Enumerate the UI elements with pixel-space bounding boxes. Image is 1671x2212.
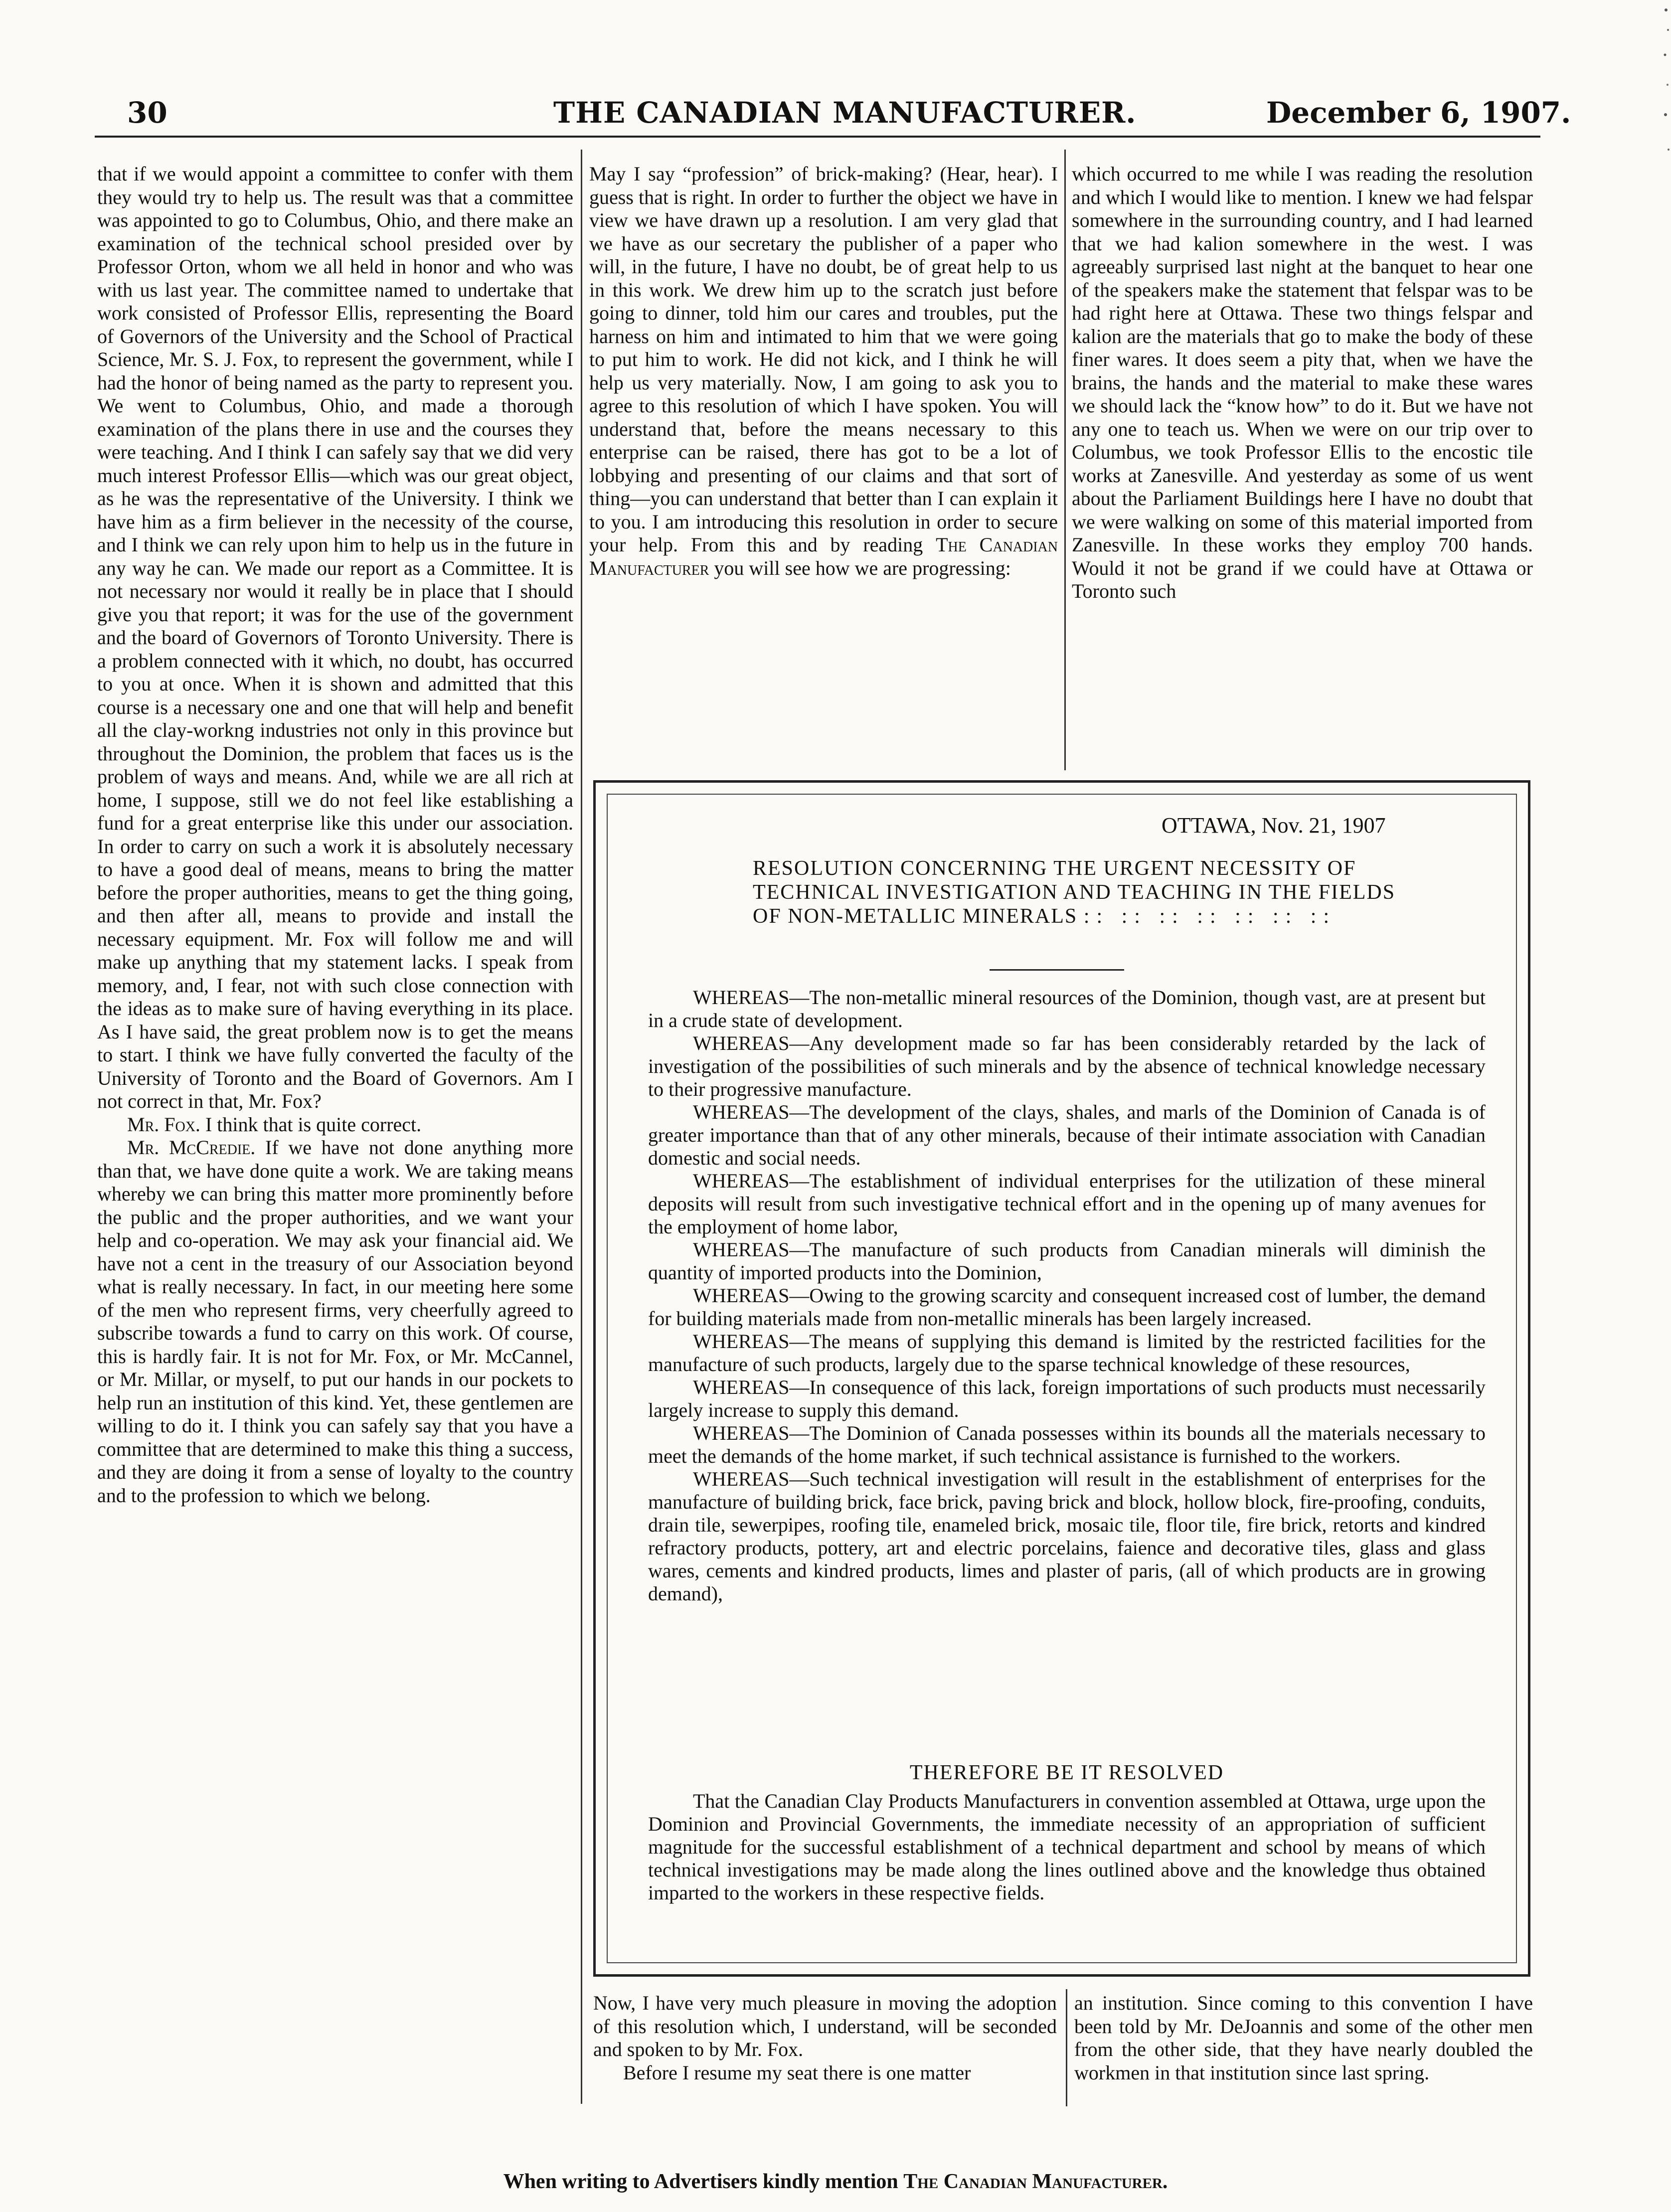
footer-prefix: When writing to Advertisers kindly mention (503, 2170, 898, 2193)
resolution-title-rule (990, 969, 1124, 971)
column-2 (589, 163, 1058, 580)
therefore-heading: THEREFORE BE IT RESOLVED (909, 1761, 1224, 1784)
mccredie-speaker: Mr. McCredie. (127, 1136, 256, 1159)
resolution-title (753, 856, 1401, 928)
footer-publication: The Canadian Manufacturer. (903, 2170, 1168, 2193)
column-divider-2 (1064, 150, 1066, 770)
page-number: 30 (127, 96, 167, 130)
column-1-text: that if we would appoint a committee to confer with them they would try to help us. The result was that a committee was appointed to go to Columbus, Ohio, and there make an examination of the technical school presided over by Professor Orton, whom we all held in honor and who was with us last year. The committee named to undertake that work consisted of Professor Ellis, representing the Board of Governors of the University and the School of Practical Science, Mr. S. J. Fox, to represent the government, while I had the honor of being named as the party to represent you. We went to Columbus, Ohio, and made a thorough examination of the plans there in use and the courses they were teaching. And I think I can safely say that we did very much interest Professor Ellis—which was our great object, as he was the representative of the University. I think we have him as a firm believer in the necessity of the course, and I think we can rely upon him to help us in the future in any way he can. We made our report as a Committee. It is not necessary nor would it really be in place that I should give you that report; it was for the use of the government and the board of Governors of Toronto University. There is a problem connected with it which, no doubt, has occurred to you at once. When it is shown and admitted that this course is a necessary one and one that will help and benefit all the clay-workng industries not only in this province but throughout the Dominion, the problem that faces us is the problem of ways and means. And, while we are all rich at home, I suppose, still we do not feel like establishing a fund for a great enterprise like this under our association. In order to carry on such a work it is absolutely necessary to have a good deal of means, means to bring the matter before the proper authorities, means to get the thing going, and then after all, means to provide and install the necessary equipment. Mr. Fox will follow me and will make up anything that my statement lacks. I speak from memory, and, I fear, not with such close connection with the ideas as to make sure of having everything in its place. As I have said, the great problem now is to get the means to start. I think we have fully converted the faculty of the University of Toronto and the Board of Governors. Am I not correct in that, Mr. Fox? (97, 163, 573, 1112)
whereas-clauses (648, 986, 1486, 1605)
bottom-column-2-para-2: Before I resume my seat there is one matter (623, 2061, 971, 2084)
column-3 (1072, 163, 1533, 603)
bottom-column-2 (593, 1992, 1057, 2084)
bottom-column-3 (1074, 1992, 1533, 2084)
column-divider-1 (581, 150, 582, 2104)
footer-advert-note (0, 2170, 1671, 2194)
whereas-clause: WHEREAS—In consequence of this lack, foreign importations of such products must necessarily largely increase to supply this demand. (648, 1376, 1486, 1421)
whereas-clause: WHEREAS—Any development made so far has been considerably retarded by the lack of investigation of the possibilities of such minerals and by the absence of technical knowledge necessary to their progressive manufacture. (648, 1032, 1486, 1100)
whereas-clause: WHEREAS—The non-metallic mineral resources of the Dominion, though vast, are at present but in a crude state of development. (648, 986, 1486, 1031)
fox-reply: I think that is quite correct. (205, 1113, 422, 1136)
resolution-title-dots: :: :: :: :: :: :: :: (1083, 905, 1337, 928)
publication-title: THE CANADIAN MANUFACTURER. (553, 96, 1137, 130)
column-2-text (589, 163, 1058, 580)
column-2-publication: The Canadian Manufacturer (589, 533, 1058, 579)
resolution-date: OTTAWA, Nov. 21, 1907 (1162, 813, 1386, 838)
mccredie-text: If we have not done anything more than that, we have done quite a work. We are taking means whereby we can bring this matter more prominently before the public and the proper authorities, and we want your help and co-operation. We may ask your financial aid. We have not a cent in the treasury of our Association beyond what is really necessary. In fact, in our meeting here some of the men who represent firms, very cheerfully agreed to subscribe towards a fund to carry on this work. Of course, this is hardly fair. It is not for Mr. Fox, or Mr. McCannel, or Mr. Millar, or myself, to put our hands in our pockets to help run an institution of this kind. Yet, these gentlemen are willing to do it. I think you can safely say that you have a committee that are determined to make this thing a success, and they are doing it from a sense of loyalty to the country and to the profession to which we belong. (97, 1136, 574, 1507)
resolved-text: That the Canadian Clay Products Manufacturers in convention assembled at Ottawa, urge upon the Dominion and Provincial Governments, the immediate necessity of an appropriation of sufficient magnitude for the successful establishment of a technical department and school by means of which technical investigations may be made along the lines outlined above and the knowledge thus obtained imparted to the workers in these respective fields. (648, 1790, 1486, 1904)
issue-date: December 6, 1907. (1266, 96, 1571, 130)
resolution-title-text: RESOLUTION CONCERNING THE URGENT NECESSITY OF TECHNICAL INVESTIGATION AND TEACHING IN THE FIELDS OF NON-METALLIC MINERALS (753, 857, 1396, 928)
column-1 (97, 163, 573, 1507)
bottom-column-2-para-1: Now, I have very much pleasure in moving the adoption of this resolution which, I understand, will be seconded and spoken to by Mr. Fox. (593, 1992, 1057, 2060)
column-2-end: you will see how we are progressing: (714, 556, 1011, 579)
whereas-clause: WHEREAS—The manufacture of such products from Canadian minerals will diminish the quantity of imported products into the Dominion, (648, 1238, 1486, 1284)
column-2-body: May I say “profession” of brick-making? (Hear, hear). I guess that is right. In order to further the object we have in view we have drawn up a resolution. I am very glad that we have as our secretary the publisher of a paper who will, in the future, I have no doubt, be of great help to us in this work. We drew him up to the scratch just before going to dinner, told him our cares and troubles, put the harness on him and intimated to him that we were going to put him to work. He did not kick, and I think he will help us very materially. Now, I am going to ask you to agree to this resolution of which I have spoken. You will understand that, before the means necessary to this enterprise can be raised, there has got to be a lot of lobbying and presenting of our claims and that sort of thing—you can understand that better than I can explain it to you. I am introducing this resolution in order to secure your help. From this and by reading (589, 163, 1058, 556)
bottom-column-3-text: an institution. Since coming to this convention I have been told by Mr. DeJoannis and some of the other men from the other side, that they have nearly doubled the workmen in that institution since last spring. (1074, 1992, 1533, 2084)
column-divider-3 (1066, 1989, 1067, 2106)
whereas-clause: WHEREAS—The development of the clays, shales, and marls of the Dominion of Canada is of greater importance than that of any other minerals, because of their intimate association with Canadian domestic and social needs. (648, 1101, 1486, 1169)
fox-speaker: Mr. Fox. (127, 1113, 200, 1136)
fox-reply-paragraph (97, 1113, 573, 1137)
whereas-clause: WHEREAS—The means of supplying this demand is limited by the restricted facilities for the manufacture of such products, largely due to the sparse technical knowledge of these resources, (648, 1330, 1486, 1375)
resolved-paragraph (648, 1790, 1486, 1904)
whereas-clause: WHEREAS—The Dominion of Canada possesses within its bounds all the materials necessary to meet the demands of the home market, if such technical assistance is furnished to the workers. (648, 1422, 1486, 1467)
header-rule (95, 136, 1540, 138)
whereas-clause: WHEREAS—The establishment of individual enterprises for the utilization of these mineral deposits will result from such investigative technical effort and in the opening up of many avenues for the employment of home labor, (648, 1170, 1486, 1238)
scan-edge-speckle (1651, 0, 1671, 199)
column-3-text: which occurred to me while I was reading the resolution and which I would like to mention. I knew we had felspar somewhere in the surrounding country, and I had learned that we had kalion somewhere in the west. I was agreeably surprised last night at the banquet to hear one of the speakers make the statement that felspar was to be had right here at Ottawa. These two things felspar and kalion are the materials that go to make the body of these finer wares. It does seem a pity that, when we have the brains, the hands and the material to make these wares we should lack the “know how” to do it. But we have not any one to teach us. When we were on our trip over to Columbus, we took Professor Ellis to the encostic tile works at Zanesville. And yesterday as some of us went about the Parliament Buildings here I have no doubt that we were walking on some of this material imported from Zanesville. In these works they employ 700 hands. Would it not be grand if we could have at Ottawa or Toronto such (1072, 163, 1533, 602)
mccredie-paragraph (97, 1136, 573, 1507)
whereas-clause: WHEREAS—Owing to the growing scarcity and consequent increased cost of lumber, the demand for building materials made from non-metallic minerals has been largely increased. (648, 1284, 1486, 1330)
whereas-clause: WHEREAS—Such technical investigation will result in the establishment of enterprises for the manufacture of building brick, face brick, paving brick and block, hollow block, fire-proofing, conduits, drain tile, sewerpipes, roofing tile, enameled brick, mosaic tile, floor tile, fire brick, retorts and kindred refractory products, pottery, art and electric porcelains, faience and decorative tiles, glass and glass wares, cements and kindred products, limes and plaster of paris, (all of which products are in growing demand), (648, 1468, 1486, 1605)
